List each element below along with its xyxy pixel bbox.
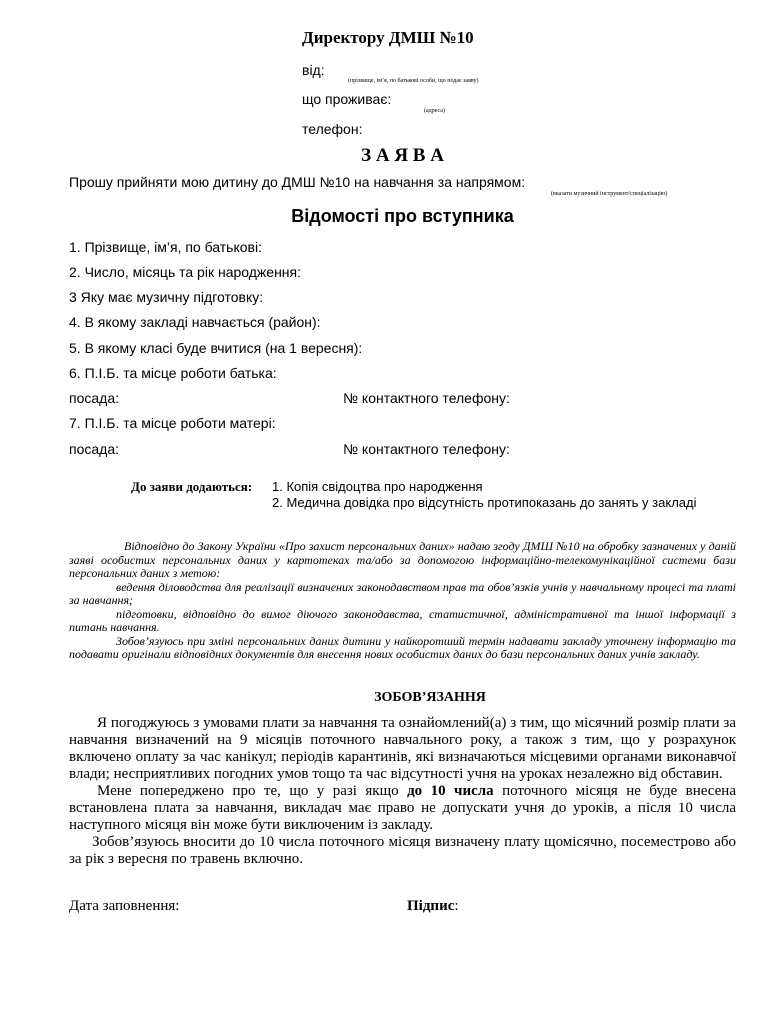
field-father-phone: № контактного телефону: — [343, 390, 510, 406]
field-father-position: посада: — [69, 390, 119, 406]
field-grade: 5. В якому класі буде вчитися (на 1 вересня): — [69, 340, 363, 356]
obligation-paragraph — [69, 783, 736, 834]
obligation-block — [69, 715, 736, 868]
obligation-heading: ЗОБОВ’ЯЗАННЯ — [374, 690, 486, 705]
consent-paragraph: Зобов’язуюсь при зміні персональних даних дитини у найкоротший термін надавати закладу уточнену інформацію та подавати оригінали відповідних документів для внесення нових особистих даних до бази персональних даних учнів закладу. — [69, 633, 736, 661]
obligation-text: Мене попереджено про те, що у разі якщо — [97, 783, 408, 799]
attachment-item: 1. Копія свідоцтва про народження — [272, 479, 483, 494]
consent-paragraph: Відповідно до Закону України «Про захист персональних даних» надаю згоду ДМШ №10 на обробку зазначених у даній заяві особистих персональних даних у картотеках та/або за допомогою інформаційно-телекомунікаційної системи бази персональних даних з метою: — [69, 539, 736, 580]
addressee: Директору ДМШ №10 — [302, 28, 474, 47]
date-label: Дата заповнення: — [69, 898, 180, 914]
obligation-text: поточного місяця не буде внесена встановлена плата за навчання, викладач має право не допускати учня до уроків, а після 10 числа наступного місяця він може бути виключеним із закладу. — [69, 783, 736, 833]
address-hint: (адреса) — [424, 108, 445, 114]
request-hint: (вказати музичний інструмент/спеціалізацію) — [551, 191, 668, 197]
address-label: що проживає: — [302, 91, 392, 107]
request-text: Прошу прийняти мою дитину до ДМШ №10 на навчання за напрямом: — [69, 174, 526, 190]
consent-paragraph: підготовки, відповідно до вимог діючого законодавства, статистичної, адміністративної та іншої інформації з питань навчання. — [69, 606, 736, 634]
from-label: від: — [302, 62, 325, 78]
field-music-training: 3 Яку має музичну підготовку: — [69, 289, 264, 305]
field-father: 6. П.І.Б. та місце роботи батька: — [69, 365, 277, 381]
field-birth-date: 2. Число, місяць та рік народження: — [69, 264, 302, 280]
consent-paragraph: ведення діловодства для реалізації визначених законодавством прав та обов’язків учнів у навчальному процесі та платі за навчання; — [69, 579, 736, 607]
obligation-paragraph: Я погоджуюсь з умовами плати за навчання та ознайомлений(а) з тим, що місячний розмір плати за навчання визначений на 9 місяців поточного навчального року, а також з тим, що у розрахунок включено оплату за час канікул; періодів карантинів, які визначаються місцевими органами виконавчої влади; несприятливих погодних умов тощо та час відсутності учня на уроках незалежно від обставин. — [69, 715, 736, 782]
attachment-item: 2. Медична довідка про відсутність протипоказань до занять у закладі — [272, 495, 697, 510]
signature-field — [407, 898, 459, 915]
field-school: 4. В якому закладі навчається (район): — [69, 314, 321, 330]
applicant-heading: Відомості про вступника — [291, 206, 514, 226]
consent-block — [69, 540, 736, 662]
obligation-emphasis: до 10 числа — [407, 783, 494, 799]
field-full-name: 1. Прізвище, ім’я, по батькові: — [69, 239, 262, 255]
field-mother: 7. П.І.Б. та місце роботи матері: — [69, 415, 276, 431]
attachments-label: До заяви додаються: — [131, 479, 253, 494]
field-mother-phone: № контактного телефону: — [343, 441, 510, 457]
document-title: З А Я В А — [361, 145, 444, 166]
signature-colon: : — [454, 898, 459, 914]
from-hint: (прізвище, ім’я, по батькові особи, що подає заяву) — [348, 78, 479, 84]
field-mother-position: посада: — [69, 441, 119, 457]
phone-label: телефон: — [302, 121, 363, 137]
signature-label: Підпис — [407, 898, 455, 914]
obligation-paragraph: Зобов’язуюсь вносити до 10 числа поточного місяця визначену плату щомісячно, посеместрово або за рік з вересня по травень включно. — [69, 834, 736, 867]
